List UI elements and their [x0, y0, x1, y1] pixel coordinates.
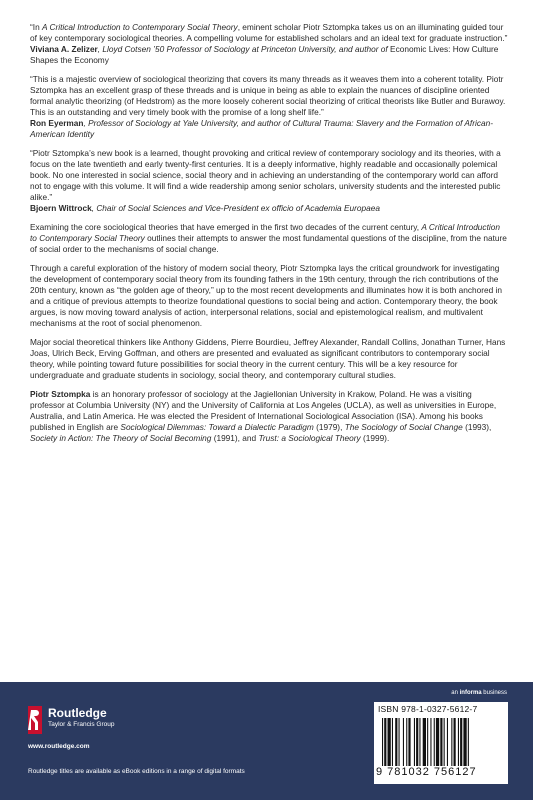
barcode-bar [444, 718, 445, 766]
barcode-bar [406, 718, 407, 766]
barcode-bar [436, 718, 439, 766]
quote-attribution: Viviana A. Zelizer, Lloyd Cotsen ’50 Professor of Sociology at Princeton University, and author of Economic Lives: How Culture Shapes the Economy [30, 44, 499, 65]
quote-text: “In A Critical Introduction to Contemporary Social Theory, eminent scholar Piotr Sztompka takes us on an illuminating guided tour of key contemporary sociological theories. A compelling volume for established scholars and an ideal text for graduate instruction.” [30, 22, 508, 43]
barcode-bar [408, 718, 410, 766]
quote-attribution: Bjoern Wittrock, Chair of Social Sciences and Vice-President ex officio of Academia Europaea [30, 203, 380, 213]
barcode-bar [430, 718, 431, 766]
publisher-name: Routledge [48, 706, 107, 720]
barcode-bar [388, 718, 391, 766]
review-quote-1 [30, 22, 508, 66]
barcode-bar [458, 718, 459, 766]
barcode-bar [434, 718, 435, 766]
barcode-bar [384, 718, 386, 766]
logo-text [48, 706, 114, 729]
barcode-bar [392, 718, 393, 766]
isbn-barcode [374, 702, 508, 784]
description-paragraph: Through a careful exploration of the history of modern social theory, Piotr Sztompka lays the critical groundwork for investigating the development of contemporary social theory from its founding fathers in the 19th century, through the rich contributions of the 20th century, known as “the golden age of theory,” up to the most recent developments and illuminates how it is both anchored in and a critique of previous attempts to theorize foundational questions to social being and action. Contemporary theory, the book argues, is now moving toward analysis of action, interpersonal relations, social and epistemological realism, and multivalent mechanisms at the root of social phenomenon. [30, 263, 502, 328]
quote-text: “Piotr Sztompka’s new book is a learned, thought provoking and critical review of contemporary sociology and its theories, with a focus on the late twentieth and early twenty-first centuries. It is a deeply informative, highly readable and occasionally polemical book. No one interested in social science, social theory and in achieving an understanding of the contemporary world can afford not to engage with this volume. It will find a wide readership among senior scholars, university students and the interested public alike.” [30, 148, 501, 202]
barcode-bar [460, 718, 462, 766]
publisher-footer [0, 682, 533, 800]
author-bio [30, 389, 508, 444]
book-description [30, 222, 508, 381]
barcode-bar [454, 718, 456, 766]
review-quote-2 [30, 74, 508, 140]
barcode-bar [440, 718, 442, 766]
barcode-digits: 9 781032 756127 [376, 766, 477, 778]
barcode-bar [382, 718, 383, 766]
barcode-bar [423, 718, 426, 766]
description-paragraph: Major social theoretical thinkers like Anthony Giddens, Pierre Bourdieu, Jeffrey Alexander, Randall Collins, Jonathan Turner, Hans Joas, Ulrich Beck, Erving Goffman, and others are presented and evaluated as significant contributors to contemporary social theory, while pointing toward future possibilities for social theory in the current century. This will be a key resource for undergraduate and graduate students in sociology, social theory, and contemporary cultural studies. [30, 337, 506, 380]
isbn-number: ISBN 978-1-0327-5612-7 [378, 704, 478, 714]
publisher-url[interactable]: www.routledge.com [28, 743, 90, 750]
cover-content [30, 22, 508, 444]
barcode-bar [427, 718, 428, 766]
quote-attribution: Ron Eyerman, Professor of Sociology at Yale University, and author of Cultural Trauma: Slavery and the Formation of African-American Identity [30, 118, 493, 139]
quote-text: “This is a majestic overview of sociological theorizing that covers its many threads as it weaves them into a coherent totality. Piotr Sztompka has an excellent grasp of these threads and is unique in being as able to explain the nuances of discipline oriented formal analytic theorizing (of Hedstrom) as the more loosely coherent social theorizing of critical theorists like Butler and Burawoy. This is an outstanding and very timely book with the promise of a long shelf life.” [30, 74, 506, 117]
barcode-bar [468, 718, 469, 766]
barcode-bar [414, 718, 415, 766]
barcode-bar [451, 718, 452, 766]
barcode-bar [403, 718, 404, 766]
barcode-bar [447, 718, 448, 766]
informa-tagline: an informa business [451, 690, 507, 696]
publisher-group: Taylor & Francis Group [48, 721, 115, 728]
barcode-bar [395, 718, 397, 766]
routledge-logo [28, 706, 114, 734]
barcode-bar [416, 718, 418, 766]
review-quote-3 [30, 148, 508, 214]
description-paragraph: Examining the core sociological theories that have emerged in the first two decades of the current century, A Critical Introduction to Contemporary Social Theory outlines their attempts to answer the most fundamental questions of the discipline, from the nature of social order to the mechanisms of social change. [30, 222, 507, 254]
barcode-bar [399, 718, 400, 766]
barcode-bar [419, 718, 420, 766]
barcode-bars-icon [382, 718, 500, 766]
routledge-mark-icon [28, 706, 42, 734]
barcode-bar [463, 718, 466, 766]
author-bio-text: Piotr Sztompka is an honorary professor of sociology at the Jagiellonian University in Krakow, Poland. He was a visiting professor at Columbia University (NY) and the University of California at Los Angeles (UCLA), as well as universities in Europe, Australia, and Latin America. He was elected the President of International Sociological Association (ISA). Among his books published in English are Sociological Dilemmas: Toward a Dialectic Paradigm (1979), The Sociology of Social Change (1993), Society in Action: The Theory of Social Becoming (1991), and Trust: a Sociological Theory (1999). [30, 389, 497, 443]
ebook-note: Routledge titles are available as eBook editions in a range of digital formats [28, 768, 245, 775]
